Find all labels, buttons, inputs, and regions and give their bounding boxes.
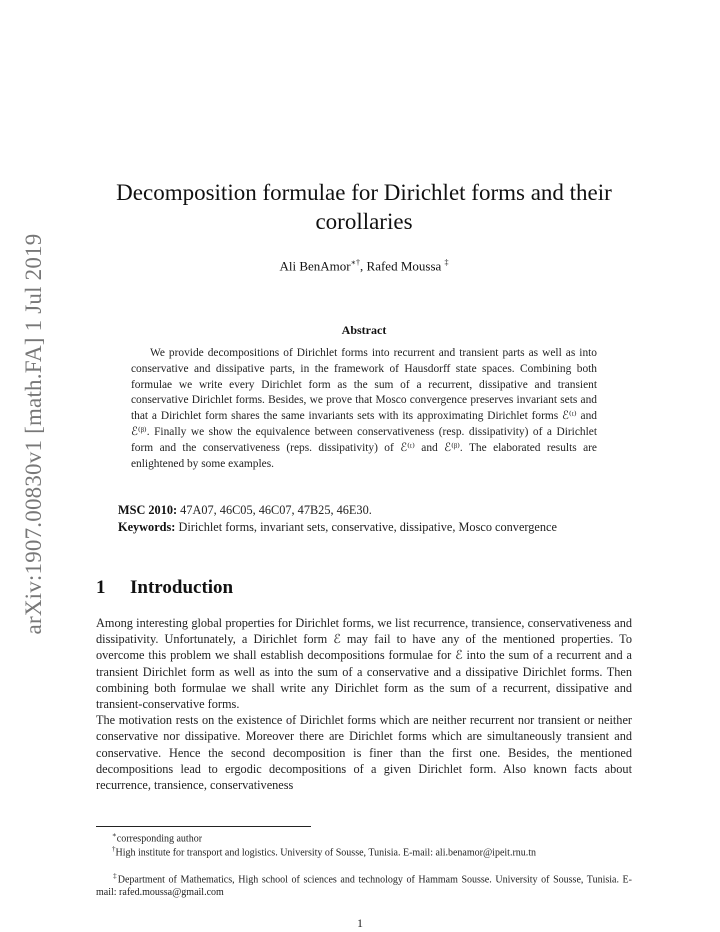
paragraph: Among interesting global properties for Dirichlet forms, we list recurrence, transience, conservativeness and dissipativity. Unfortunately, a Dirichlet form ℰ may fail to have any of the mentioned properties. To overcome this problem we shall establish decompositions formulae for ℰ into the sum of a recurrent and a transient Dirichlet form as well as into the sum of a conservative and a dissipative Dirichlet forms. Then combining both formulae we shall write any Dirichlet form as the sum of a recurrent, dissipative and transient-conservative forms.	[96, 616, 632, 712]
arxiv-identifier: arXiv:1907.00830v1 [math.FA] 1 Jul 2019	[21, 233, 46, 635]
author-line: Ali BenAmor∗†, Rafed Moussa ‡	[279, 258, 449, 274]
abstract-heading: Abstract	[341, 323, 387, 337]
msc-label: MSC 2010:	[118, 503, 178, 517]
paper-title: Decomposition formulae for Dirichlet forms and their corollaries	[116, 180, 612, 234]
keywords-label: Keywords:	[118, 520, 176, 534]
footnote-mark: ‡	[112, 872, 118, 880]
section-title: Introduction	[130, 577, 234, 598]
abstract-body: We provide decompositions of Dirichlet forms into recurrent and transient parts as well as into conservative and dissipative parts, in the framework of Hausdorff state spaces. Combining both formulae we write every Dirichlet form as the sum of a recurrent, dissipative and transient conservative Dirichlet forms. Besides, we prove that Mosco convergence preserves invariant sets and that a Dirichlet form shares the same invariants sets with its approximating Dirichlet forms ℰ⁽ᵗ⁾ and ℰ⁽ᵝ⁾. Finally we show the equivalence between conservativeness (resp. dissipativity) of a Dirichlet form and the conservativeness (reps. dissipativity) of ℰ⁽ᵗ⁾ and ℰ⁽ᵝ⁾. The elaborated results are enlightened by some examples.	[131, 347, 597, 470]
section-heading	[96, 577, 233, 599]
footnote-text: High institute for transport and logistics. University of Sousse, Tunisia. E-mail: ali.benamor@ipeit.rnu.tn	[115, 847, 537, 859]
author-name: Ali BenAmor	[279, 258, 351, 274]
author-name: Rafed Moussa	[366, 258, 442, 274]
arxiv-sidebar-stamp	[19, 225, 49, 643]
section-number: 1	[96, 577, 106, 598]
footnote	[96, 870, 632, 899]
introduction-text	[96, 615, 632, 793]
footnote-text: corresponding author	[116, 833, 203, 845]
paragraph: The motivation rests on the existence of Dirichlet forms which are neither recurrent nor transient or neither conservative nor dissipative. Moreover there are Dirichlet forms which are simultaneously transient and conservative. Hence the second decomposition is finer than the first one. Besides, the mentioned decompositions lead to ergodic decompositions of a given Dirichlet form. Also known facts about recurrence, transience, conservativeness	[96, 713, 632, 793]
author-footnote-mark: ∗†	[350, 258, 361, 267]
msc-line	[96, 502, 632, 519]
keywords-line	[96, 519, 632, 536]
footnote	[96, 843, 632, 859]
footnote-text: Department of Mathematics, High school of sciences and technology of Hammam Sousse. University of Sousse, Tunisia. E-mail: rafed.moussa@gmail.com	[96, 874, 633, 899]
footnote-mark: ∗	[112, 831, 117, 839]
page-number: 1	[357, 916, 363, 930]
msc-codes: 47A07, 46C05, 46C07, 47B25, 46E30.	[180, 503, 372, 517]
keywords-list: Dirichlet forms, invariant sets, conservative, dissipative, Mosco convergence	[178, 520, 557, 534]
footnote-rule	[96, 826, 311, 827]
footnote-mark: †	[112, 845, 116, 853]
author-footnote-mark: ‡	[444, 258, 449, 267]
